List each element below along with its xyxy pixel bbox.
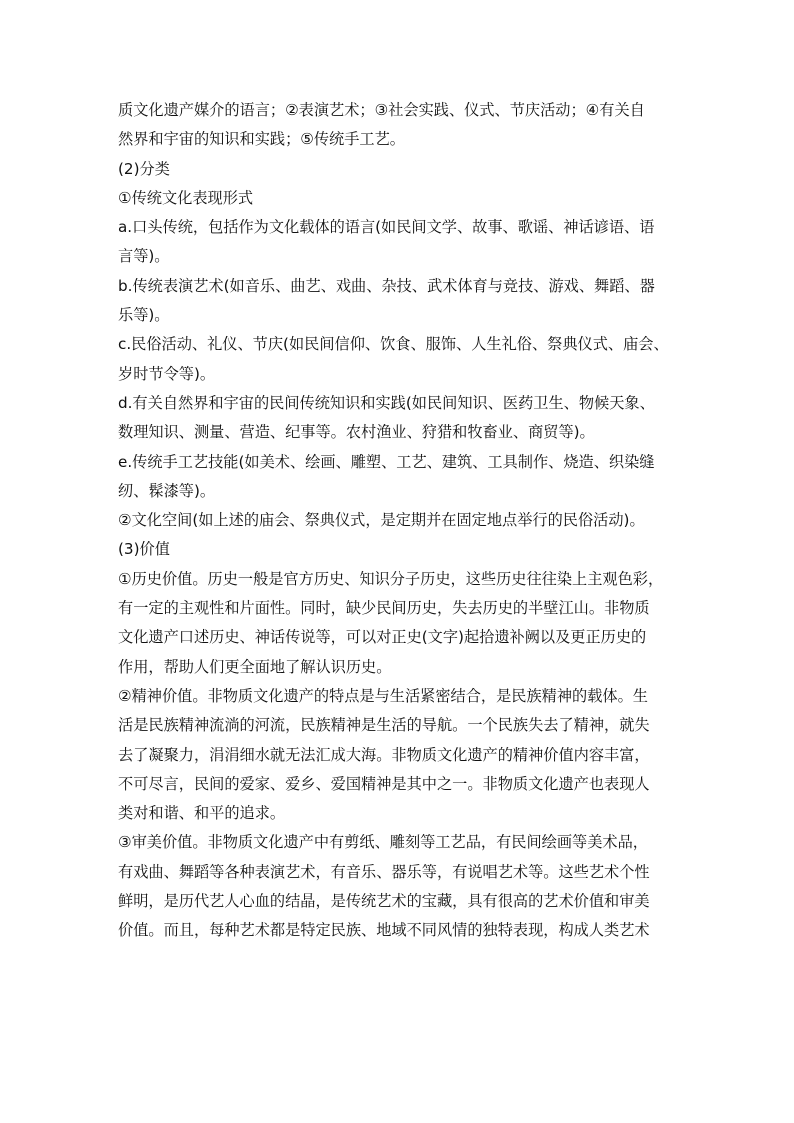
text-line: 价值。而且，每种艺术都是特定民族、地域不同风情的独特表现，构成人类艺术 (118, 921, 650, 940)
text-line: 活是民族精神流淌的河流，民族精神是生活的导航。一个民族失去了精神，就失 (118, 716, 650, 735)
text-line: 作用，帮助人们更全面地了解认识历史。 (118, 657, 392, 676)
text-line: 类对和谐、和平的追求。 (118, 804, 286, 823)
text-line: b.传统表演艺术(如音乐、曲艺、戏曲、杂技、武术体育与竞技、游戏、舞蹈、器 (118, 276, 655, 295)
text-line: ①历史价值。历史一般是官方历史、知识分子历史，这些历史往往染上主观色彩， (118, 569, 664, 588)
text-line: 去了凝聚力，涓涓细水就无法汇成大海。非物质文化遗产的精神价值内容丰富， (118, 745, 650, 764)
text-line: 岁时节令等)。 (118, 364, 216, 383)
subsection-heading: ①传统文化表现形式 (118, 188, 254, 207)
text-line: c.民俗活动、礼仪、节庆(如民间信仰、饮食、服饰、人生礼俗、祭典仪式、庙会、 (118, 335, 669, 354)
document-body (118, 96, 688, 946)
text-line: 纫、髹漆等)。 (118, 481, 216, 500)
text-line: 鲜明，是历代艺人心血的结晶，是传统艺术的宝藏，具有很高的艺术价值和审美 (118, 892, 650, 911)
text-line: 乐等)。 (118, 306, 170, 325)
text-line: ③审美价值。非物质文化遗产中有剪纸、雕刻等工艺品，有民间绘画等美术品， (118, 833, 648, 852)
text-line: 文化遗产口述历史、神话传说等，可以对正史(文字)起拾遗补阙以及更正历史的 (118, 628, 647, 647)
text-line: e.传统手工艺技能(如美术、绘画、雕塑、工艺、建筑、工具制作、烧造、织染缝 (118, 452, 655, 471)
text-line: ②精神价值。非物质文化遗产的特点是与生活紧密结合，是民族精神的载体。生 (118, 686, 648, 705)
section-heading: (3)价值 (118, 540, 170, 559)
text-line: 不可尽言，民间的爱家、爱乡、爱国精神是其中之一。非物质文化遗产也表现人 (118, 774, 650, 793)
text-line: 数理知识、测量、营造、纪事等。农村渔业、狩猎和牧畜业、商贸等)。 (118, 423, 595, 442)
text-line: 然界和宇宙的知识和实践；⑤传统手工艺。 (118, 130, 405, 149)
section-heading: (2)分类 (118, 159, 170, 178)
text-line: 言等)。 (118, 247, 170, 266)
subsection-heading: ②文化空间(如上述的庙会、祭典仪式，是定期并在固定地点举行的民俗活动)。 (118, 511, 645, 530)
text-line: 有戏曲、舞蹈等各种表演艺术，有音乐、器乐等，有说唱艺术等。这些艺术个性 (118, 862, 650, 881)
text-line: 质文化遗产媒介的语言；②表演艺术；③社会实践、仪式、节庆活动；④有关自 (118, 101, 645, 119)
text-line: d.有关自然界和宇宙的民间传统知识和实践(如民间知识、医药卫生、物候天象、 (118, 393, 655, 412)
text-line: a.口头传统，包括作为文化载体的语言(如民间文学、故事、歌谣、神话谚语、语 (118, 218, 655, 237)
text-line: 有一定的主观性和片面性。同时，缺少民间历史，失去历史的半壁江山。非物质 (118, 599, 650, 618)
